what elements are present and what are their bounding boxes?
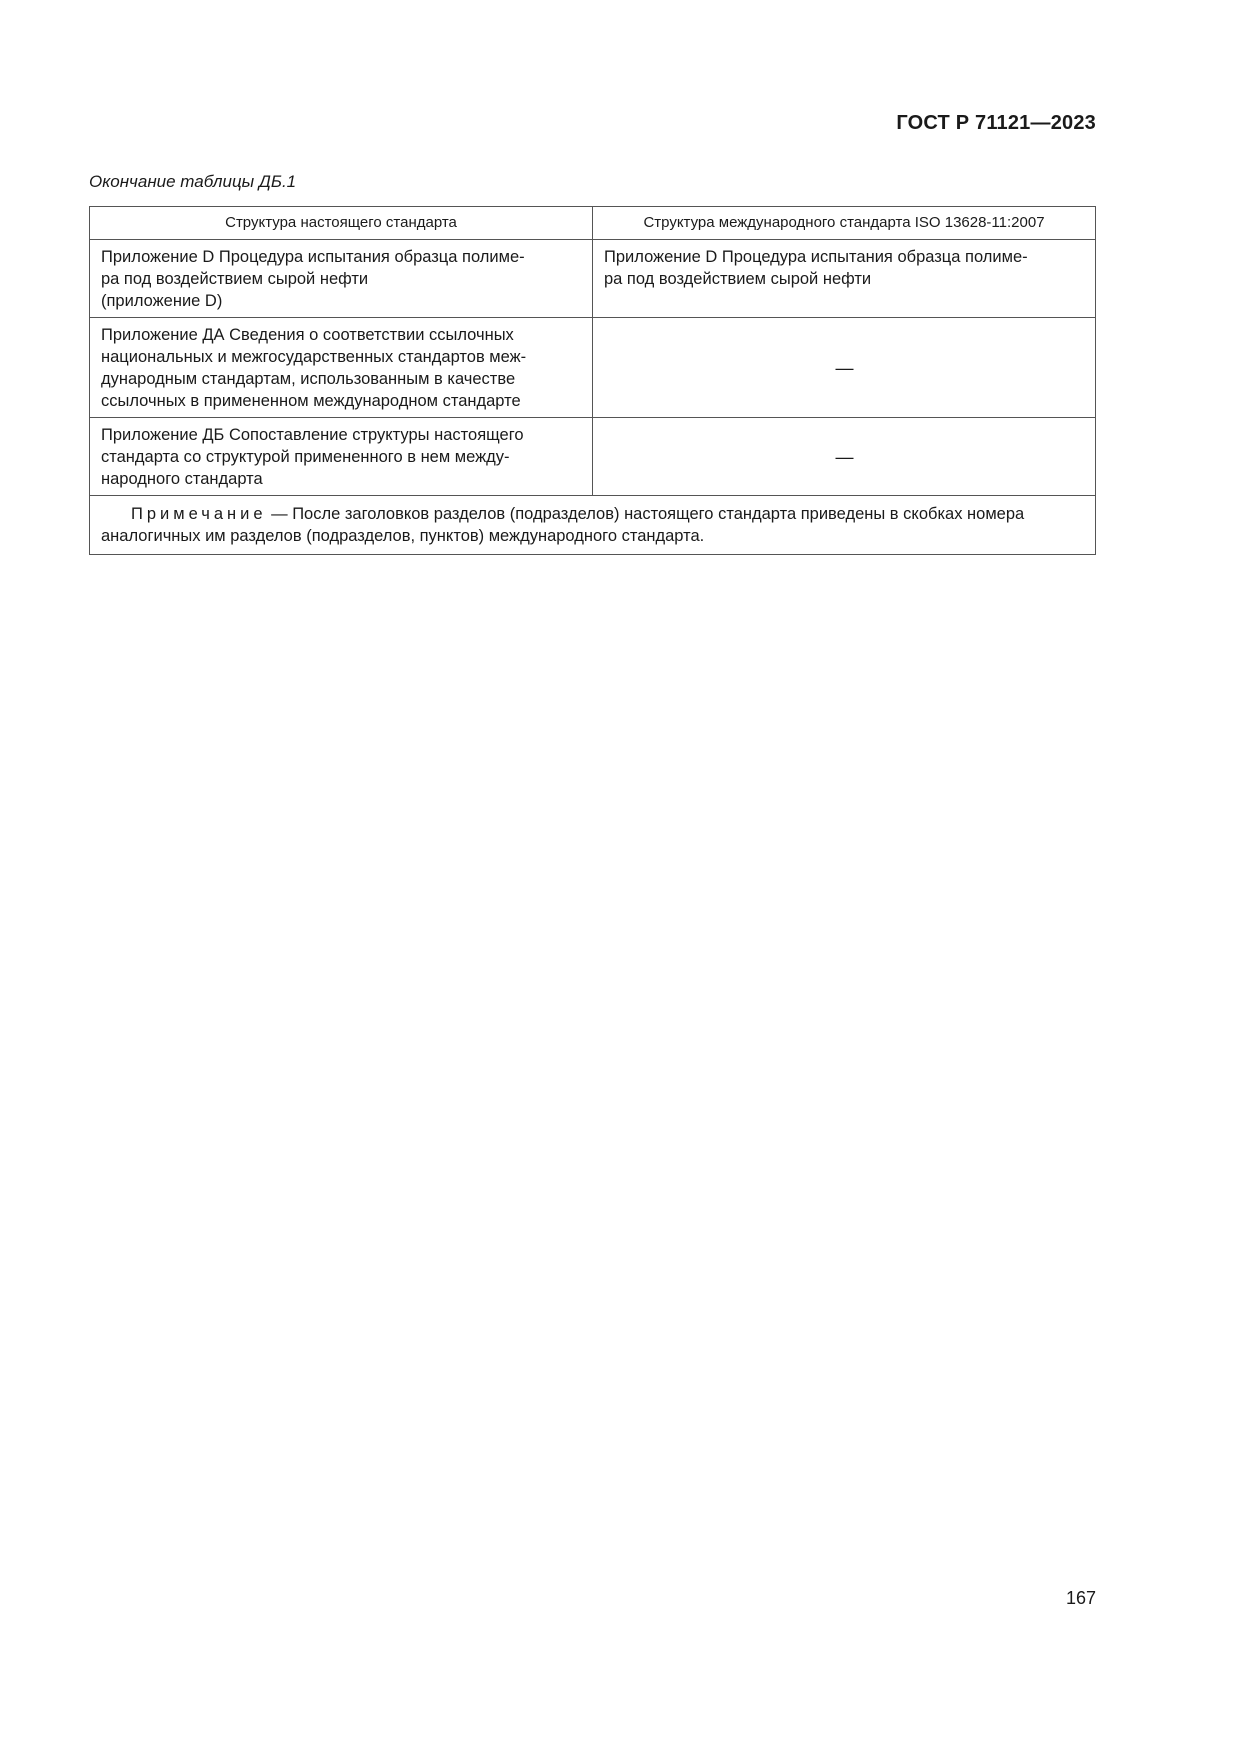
table-caption: Окончание таблицы ДБ.1 [89, 172, 297, 191]
table-row [90, 318, 1096, 418]
cell-line: Приложение ДА Сведения о соответствии ссылочных [101, 326, 514, 344]
cell-national-structure [90, 318, 593, 418]
cell-line: ссылочных в примененном международном стандарте [101, 392, 521, 410]
cell-line: (приложение D) [101, 292, 223, 310]
note-label: Примечание [131, 505, 267, 523]
table-row [90, 240, 1096, 318]
page-number: 167 [1065, 1588, 1096, 1608]
table-header-row [90, 207, 1096, 240]
table-row [90, 418, 1096, 496]
cell-international-structure [593, 240, 1096, 318]
comparison-table [89, 206, 1096, 555]
cell-international-structure: — [593, 418, 1096, 496]
column-header-international: Структура международного стандарта ISO 13628-11:2007 [593, 207, 1096, 240]
cell-line: дународным стандартам, использованным в качестве [101, 370, 516, 388]
cell-line: Приложение D Процедура испытания образца полиме- [604, 248, 1028, 266]
cell-line: стандарта со структурой примененного в нем между- [101, 448, 510, 466]
cell-line: национальных и межгосударственных стандартов меж- [101, 348, 527, 366]
cell-line: Приложение D Процедура испытания образца полиме- [101, 248, 525, 266]
cell-international-structure: — [593, 318, 1096, 418]
column-header-national: Структура настоящего стандарта [90, 207, 593, 240]
note-text: — После заголовков разделов (подразделов) настоящего стандарта приведены в скобках номера аналогичных им разделов (подразделов, пунктов) международного стандарта. [101, 505, 1025, 545]
cell-line: народного стандарта [101, 470, 263, 488]
cell-line: ра под воздействием сырой нефти [604, 270, 872, 288]
cell-line: Приложение ДБ Сопоставление структуры настоящего [101, 426, 524, 444]
cell-line: ра под воздействием сырой нефти [101, 270, 369, 288]
cell-national-structure [90, 418, 593, 496]
table-note [90, 496, 1096, 555]
cell-national-structure [90, 240, 593, 318]
document-code: ГОСТ Р 71121—2023 [896, 112, 1096, 134]
table-note-row [90, 496, 1096, 555]
